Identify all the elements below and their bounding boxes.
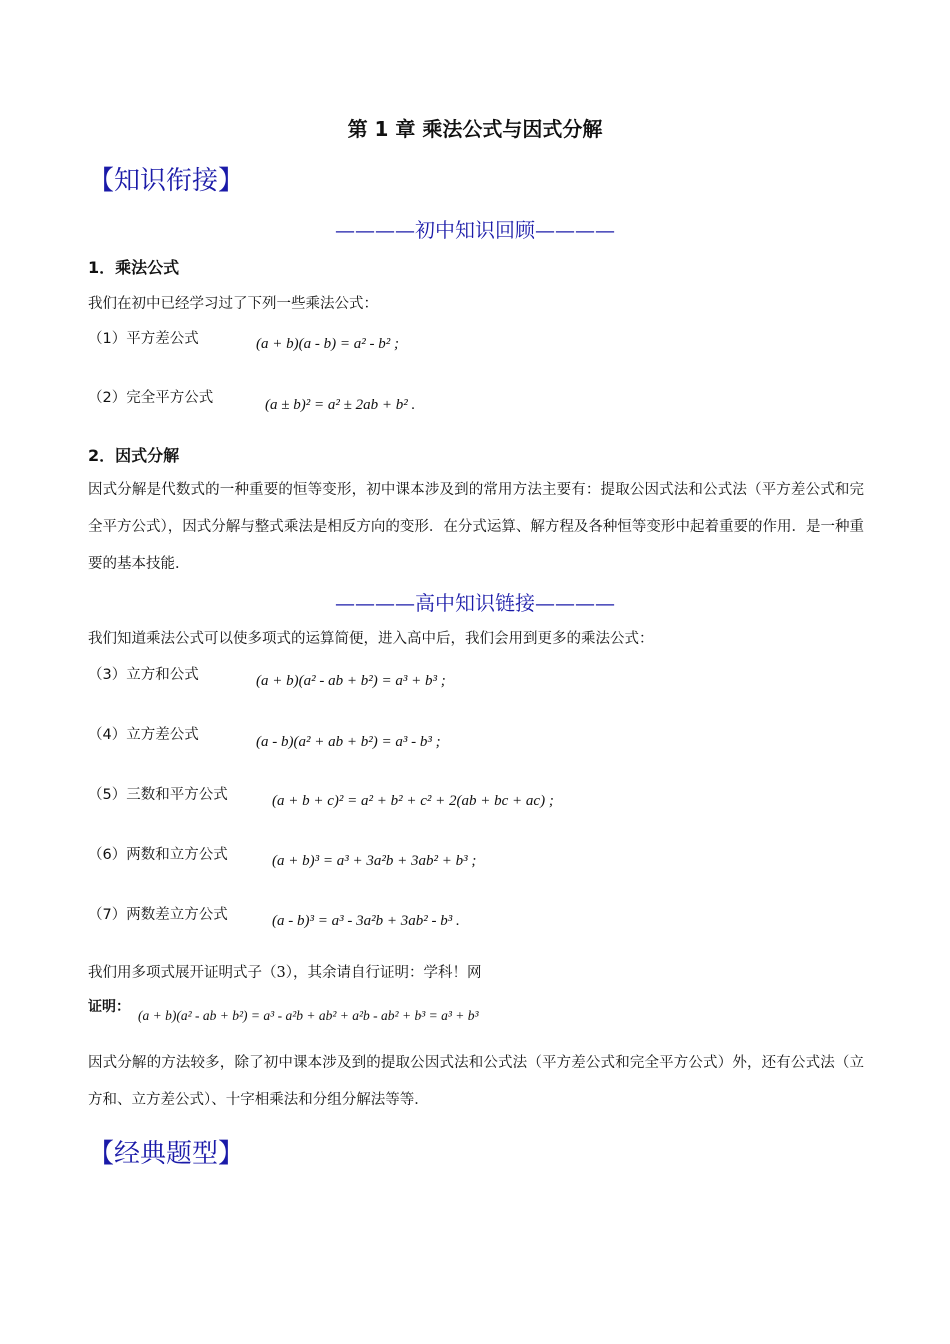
formula-label-2: （2）完全平方公式 (88, 390, 214, 406)
formula-4: (a - b)(a² + ab + b²) = a³ - b³ ; (256, 734, 441, 750)
section-heading-classic: 【经典题型】 (88, 1139, 245, 1169)
intro-junior: 我们在初中已经学习过了下列一些乘法公式： (88, 296, 378, 312)
formula-7: (a - b)³ = a³ - 3a²b + 3ab² - b³ . (272, 913, 460, 929)
formula-label-1: （1）平方差公式 (88, 331, 199, 347)
section-heading-knowledge: 【知识衔接】 (88, 166, 245, 196)
proof-intro: 我们用多项式展开证明式子（3），其余请自行证明：学科！网 (88, 965, 482, 981)
proof-formula: (a + b)(a² - ab + b²) = a³ - a²b + ab² + a²b - ab² + b³ = a³ + b³ (138, 1008, 479, 1023)
formula-5: (a + b + c)² = a² + b² + c² + 2(ab + bc + ac) ; (272, 793, 554, 809)
formula-label-4: （4）立方差公式 (88, 727, 199, 743)
formula-3: (a + b)(a² - ab + b²) = a³ + b³ ; (256, 673, 446, 689)
formula-6: (a + b)³ = a³ + 3a²b + 3ab² + b³ ; (272, 853, 477, 869)
paragraph-methods: 因式分解的方法较多，除了初中课本涉及到的提取公因式法和公式法（平方差公式和完全平方公式）外，还有公式法（立方和、立方差公式）、十字相乘法和分组分解法等等． (88, 1055, 864, 1108)
paragraph-factorization: 因式分解是代数式的一种重要的恒等变形，初中课本涉及到的常用方法主要有：提取公因式法和公式法（平方差公式和完全平方公式），因式分解与整式乘法是相反方向的变形．在分式运算、解方程及各种恒等变形中起着重要的作用．是一种重要的基本技能． (88, 482, 864, 572)
formula-2: (a ± b)² = a² ± 2ab + b² . (265, 397, 416, 413)
heading-factorization: 2．因式分解 (88, 446, 180, 465)
intro-senior: 我们知道乘法公式可以使多项式的运算简便，进入高中后，我们会用到更多的乘法公式： (88, 631, 654, 647)
divider-junior-review: ————初中知识回顾———— (335, 218, 615, 242)
formula-label-7: （7）两数差立方公式 (88, 907, 228, 923)
formula-label-6: （6）两数和立方公式 (88, 847, 228, 863)
formula-label-3: （3）立方和公式 (88, 667, 199, 683)
formula-1: (a + b)(a - b) = a² - b² ; (256, 336, 399, 352)
heading-multiplication-formulas: 1．乘法公式 (88, 258, 180, 277)
divider-senior-link: ————高中知识链接———— (335, 591, 615, 615)
formula-label-5: （5）三数和平方公式 (88, 787, 228, 803)
proof-label: 证明： (88, 999, 130, 1015)
page-title: 第 1 章 乘法公式与因式分解 (347, 117, 603, 141)
